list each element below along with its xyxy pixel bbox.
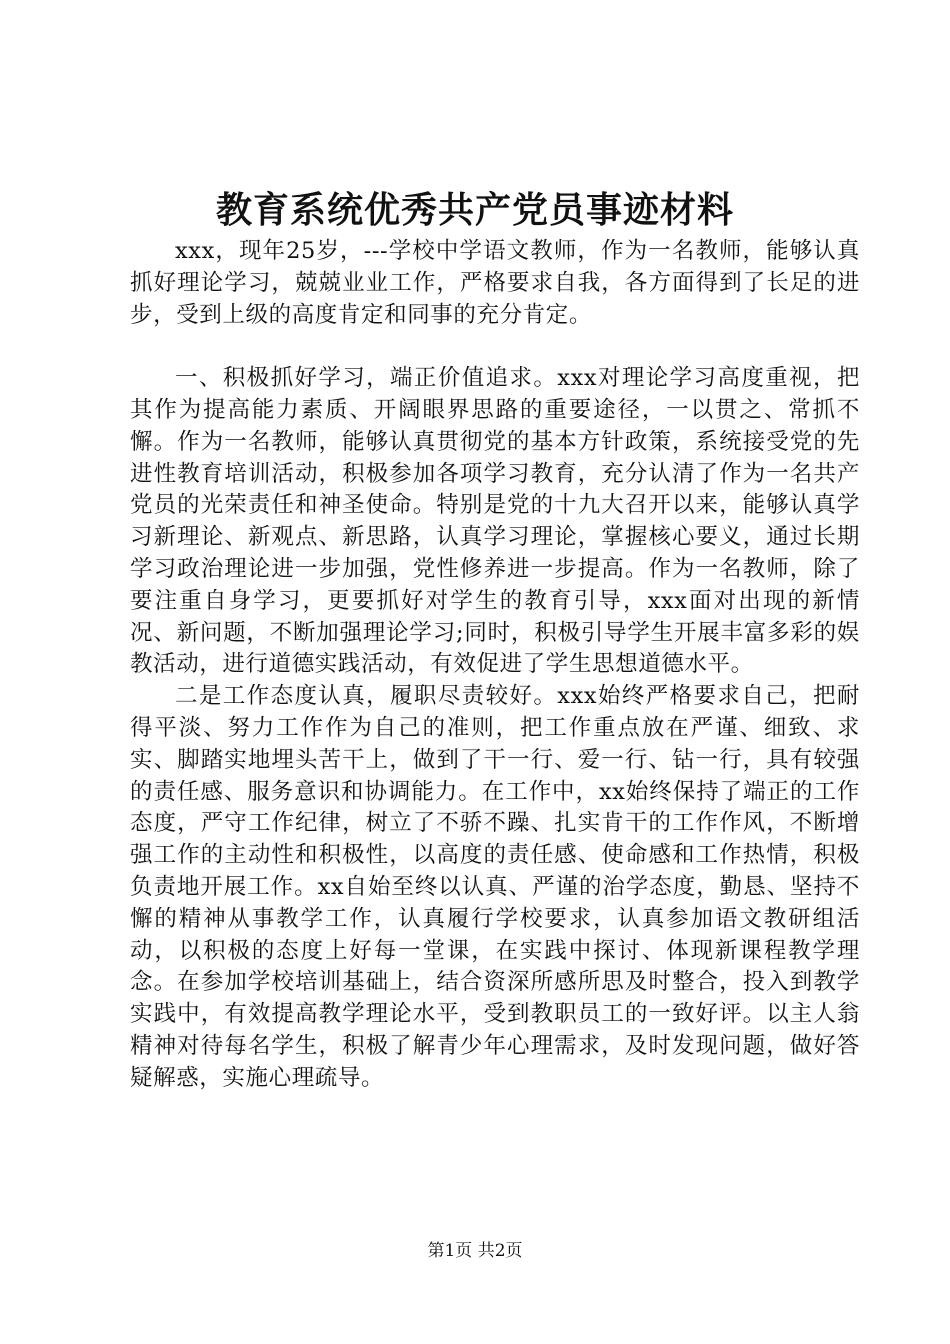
section-two-paragraph: 二是工作态度认真，履职尽责较好。xxx始终严格要求自己，把耐得平淡、努力工作作为自己的准则，把工作重点放在严谨、细致、求实、脚踏实地埋头苦干上，做到了干一行、爱一行、钻一行，具有较强的责任感、服务意识和协调能力。在工作中，xx始终保持了端正的工作态度，严守工作纪律，树立了不骄不躁、扎实肯干的工作作风，不断增强工作的主动性和积极性，以高度的责任感、使命感和工作热情，积极负责地开展工作。xx自始至终以认真、严谨的治学态度，勤恳、坚持不懈的精神从事教学工作，认真履行学校要求，认真参加语文教研组活动，以积极的态度上好每一堂课，在实践中探讨、体现新课程教学理念。在参加学校培训基础上，结合资深所感所思及时整合，投入到教学实践中，有效提高教学理论水平，受到教职员工的一致好评。以主人翁精神对待每名学生，积极了解青少年心理需求，及时发现问题，做好答疑解惑，实施心理疏导。 <box>130 683 860 1091</box>
intro-paragraph: xxx，现年25岁，---学校中学语文教师，作为一名教师，能够认真抓好理论学习，兢兢业业工作，严格要求自我，各方面得到了长足的进步，受到上级的高度肯定和同事的充分肯定。 <box>130 238 860 328</box>
section-one-paragraph: 一、积极抓好学习，端正价值追求。xxx对理论学习高度重视，把其作为提高能力素质、开阔眼界思路的重要途径，一以贯之、常抓不懈。作为一名教师，能够认真贯彻党的基本方针政策，系统接受党的先进性教育培训活动，积极参加各项学习教育，充分认清了作为一名共产党员的光荣责任和神圣使命。特别是党的十九大召开以来，能够认真学习新理论、新观点、新思路，认真学习理论，掌握核心要义，通过长期学习政治理论进一步加强，党性修养进一步提高。作为一名教师，除了要注重自身学习，更要抓好对学生的教育引导，xxx面对出现的新情况、新问题，不断加强理论学习;同时，积极引导学生开展丰富多彩的娱教活动，进行道德实践活动，有效促进了学生思想道德水平。 <box>130 365 860 678</box>
document-title: 教育系统优秀共产党员事迹材料 <box>215 189 734 231</box>
paragraph-spacer <box>130 331 860 363</box>
page-number-footer: 第1页 共2页 <box>427 1241 523 1261</box>
document-body <box>130 236 860 1095</box>
